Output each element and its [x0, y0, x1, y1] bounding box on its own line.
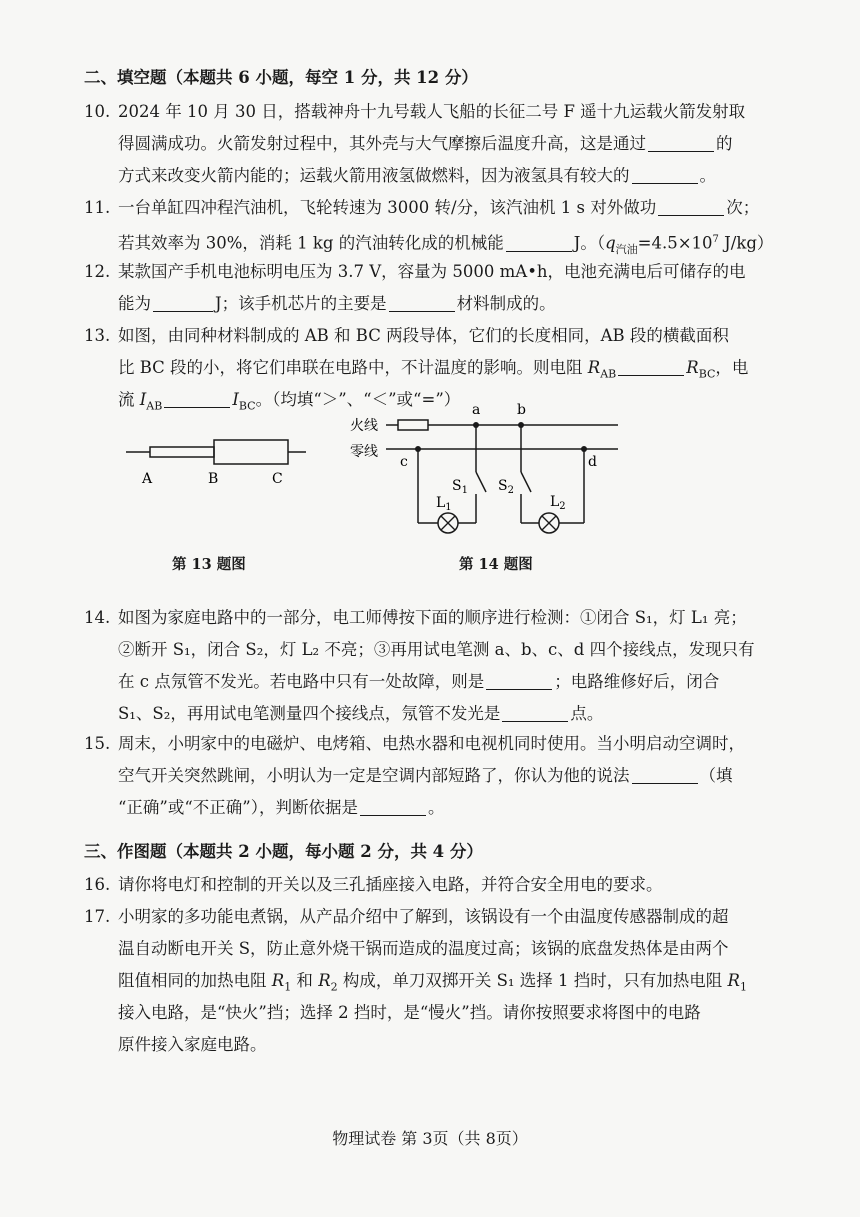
- l2-letter: L: [550, 494, 560, 510]
- figure-14-circuit: [340, 398, 640, 538]
- l1-label: [436, 495, 452, 513]
- q13-line1: 如图，由同种材料制成的 AB 和 BC 两段导体，它们的长度相同，AB 段的横截面积: [118, 326, 729, 345]
- figure-13-conductor: [120, 430, 310, 500]
- q13-symbol-sub2: BC: [698, 367, 716, 381]
- q13-symbol-i2sub: BC: [238, 399, 256, 413]
- question-15: [84, 728, 784, 824]
- question-number: 13.: [84, 326, 111, 345]
- q10-line1: 2024 年 10 月 30 日，搭载神舟十九号载人飞船的长征二号 F 遥十九运载火箭发射取: [118, 102, 746, 121]
- q17-symbol-r1sub: 1: [284, 980, 292, 994]
- figure-14-caption: 第 14 题图: [459, 556, 533, 573]
- q15-line3: “正确”或“不正确”），判断依据是: [118, 798, 358, 817]
- answer-blank[interactable]: [360, 797, 426, 816]
- answer-blank[interactable]: [486, 671, 552, 690]
- question-number: 17.: [84, 907, 111, 926]
- question-number: 16.: [84, 875, 111, 894]
- q11-value-unit: J/kg）: [718, 233, 774, 253]
- q10-line2-end: 的: [716, 134, 733, 153]
- s2-label: [498, 478, 514, 496]
- q13-symbol-sub: AB: [600, 367, 617, 381]
- question-14: [84, 602, 784, 730]
- q10-line3: 方式来改变火箭内能的；运载火箭用液氢做燃料，因为液氢具有较大的: [118, 166, 630, 185]
- q11-symbol-q: q: [605, 233, 616, 253]
- s1-letter: S: [452, 478, 462, 494]
- q17-symbol-r2: R: [318, 971, 331, 990]
- q14-line4-end: 点。: [570, 704, 604, 723]
- q13-line3-end: 。（均填“＞”、“＜”或“=”）: [255, 390, 461, 409]
- q17-symbol-r2sub: 2: [330, 980, 338, 994]
- point-a-label: a: [472, 402, 481, 418]
- lamp-l2-icon: [539, 513, 559, 533]
- q17-symbol-r3: R: [727, 971, 740, 990]
- q14-line3: 在 c 点氖管不发光。若电路中只有一处故障，则是: [118, 672, 485, 691]
- answer-blank[interactable]: [153, 293, 213, 312]
- answer-blank[interactable]: [632, 165, 698, 184]
- q17-symbol-r3sub: 1: [739, 980, 747, 994]
- point-b-label: b: [517, 402, 526, 418]
- s1-label: [452, 478, 468, 496]
- question-number: 12.: [84, 262, 111, 281]
- answer-blank[interactable]: [502, 703, 568, 722]
- answer-blank[interactable]: [648, 133, 714, 152]
- q12-line2-mid: J；该手机芯片的主要是: [215, 294, 387, 313]
- live-wire-label: 火线: [350, 418, 378, 434]
- q10-line3-end: 。: [699, 166, 716, 185]
- q11-line1-end: 次；: [726, 198, 760, 217]
- q17-line4: 接入电路，是“快火”挡；选择 2 挡时，是“慢火”挡。请你按照要求将图中的电路: [118, 1003, 701, 1022]
- switch-s1: [476, 472, 486, 492]
- label-a: A: [142, 471, 153, 487]
- section-2-title: 二、填空题（本题共 6 小题，每空 1 分，共 12 分）: [84, 68, 478, 87]
- q13-symbol-r2: R: [686, 358, 699, 377]
- q11-symbol-sub: 汽油: [615, 242, 638, 256]
- answer-blank[interactable]: [632, 765, 698, 784]
- q15-line2-end: （填: [699, 766, 733, 785]
- question-number: 14.: [84, 608, 111, 627]
- q13-symbol-i2: I: [232, 390, 239, 409]
- q12-line2-end: 材料制成的。: [456, 294, 556, 313]
- q15-line1: 周末，小明家中的电磁炉、电烤箱、电热水器和电视机同时使用。当小明启动空调时，: [118, 734, 745, 753]
- question-number: 15.: [84, 734, 111, 753]
- answer-blank[interactable]: [506, 233, 572, 252]
- q11-value: =4.5×10: [637, 233, 713, 253]
- neutral-wire-label: 零线: [350, 444, 378, 460]
- l1-letter: L: [436, 495, 446, 511]
- q17-line3-mid: 构成，单刀双掷开关 S₁ 选择 1 挡时，只有加热电阻: [337, 971, 728, 990]
- q16-line1: 请你将电灯和控制的开关以及三孔插座接入电路，并符合安全用电的要求。: [118, 875, 663, 894]
- point-c-label: c: [400, 454, 408, 470]
- q11-line2: 若其效率为 30%，消耗 1 kg 的汽油转化成的机械能: [118, 233, 504, 253]
- question-11: [84, 192, 784, 256]
- section-3-title: 三、作图题（本题共 2 小题，每小题 2 分，共 4 分）: [84, 842, 483, 861]
- q11-line1: 一台单缸四冲程汽油机，飞轮转速为 3000 转/分，该汽油机 1 s 对外做功: [118, 198, 657, 217]
- answer-blank[interactable]: [618, 357, 684, 376]
- switch-s2: [521, 472, 531, 492]
- q17-line2: 温自动断电开关 S，防止意外烧干锅而造成的温度过高；该锅的底盘发热体是由两个: [118, 939, 729, 958]
- q17-line5: 原件接入家庭电路。: [118, 1035, 267, 1054]
- q12-line1: 某款国产手机电池标明电压为 3.7 V，容量为 5000 mA•h，电池充满电后可储存的电: [118, 262, 746, 281]
- question-number: 10.: [84, 102, 111, 121]
- q17-symbol-r1: R: [271, 971, 285, 990]
- label-c: C: [272, 471, 283, 487]
- l1-sub: 1: [445, 502, 452, 513]
- q14-line3-end: ；电路维修好后，闭合: [554, 672, 720, 691]
- s2-letter: S: [498, 478, 508, 494]
- q14-line1: 如图为家庭电路中的一部分，电工师傅按下面的顺序进行检测：①闭合 S₁，灯 L₁ 亮；: [118, 608, 747, 627]
- answer-blank[interactable]: [658, 197, 724, 216]
- q13-line2: 比 BC 段的小，将它们串联在电路中，不计温度的影响。则电阻: [118, 358, 588, 377]
- q14-line4: S₁、S₂，再用试电笔测量四个接线点，氖管不发光是: [118, 704, 501, 723]
- q17-and: 和: [291, 971, 319, 990]
- q17-line3: 阻值相同的加热电阻: [118, 971, 272, 990]
- figure-13-caption: 第 13 题图: [172, 556, 246, 573]
- answer-blank[interactable]: [164, 389, 230, 408]
- q15-line2: 空气开关突然跳闸，小明认为一定是空调内部短路了，你认为他的说法: [118, 766, 630, 785]
- q13-symbol-isub: AB: [146, 399, 163, 413]
- q11-unit: J。（: [573, 233, 606, 253]
- q17-line1: 小明家的多功能电煮锅，从产品介绍中了解到，该锅设有一个由温度传感器制成的超: [118, 907, 729, 926]
- page-footer: 物理试卷 第 3页（共 8页）: [332, 1129, 528, 1148]
- point-d-label: d: [588, 454, 597, 470]
- question-17: [84, 901, 784, 1061]
- q12-line2: 能为: [118, 294, 151, 313]
- q13-symbol-i: I: [139, 390, 147, 409]
- label-b: B: [208, 471, 219, 487]
- answer-blank[interactable]: [389, 293, 455, 312]
- s2-sub: 2: [507, 485, 514, 496]
- q13-line2-end: ，电: [715, 358, 749, 377]
- q10-line2: 得圆满成功。火箭发射过程中，其外壳与大气摩擦后温度升高，这是通过: [118, 134, 646, 153]
- q13-symbol-r: R: [587, 358, 601, 377]
- s1-sub: 1: [461, 485, 468, 496]
- question-number: 11.: [84, 198, 111, 217]
- q14-line2: ②断开 S₁，闭合 S₂，灯 L₂ 不亮；③再用试电笔测 a、b、c、d 四个接线点，发现只有: [118, 640, 755, 659]
- lamp-l1-icon: [438, 513, 458, 533]
- l2-sub: 2: [559, 501, 566, 512]
- q15-line3-end: 。: [428, 798, 445, 817]
- question-16: [84, 869, 784, 901]
- q11-exponent: 7: [712, 234, 719, 245]
- l2-label: [550, 494, 566, 512]
- q13-line3: 流: [118, 390, 140, 409]
- question-12: [84, 256, 784, 320]
- question-10: [84, 96, 784, 192]
